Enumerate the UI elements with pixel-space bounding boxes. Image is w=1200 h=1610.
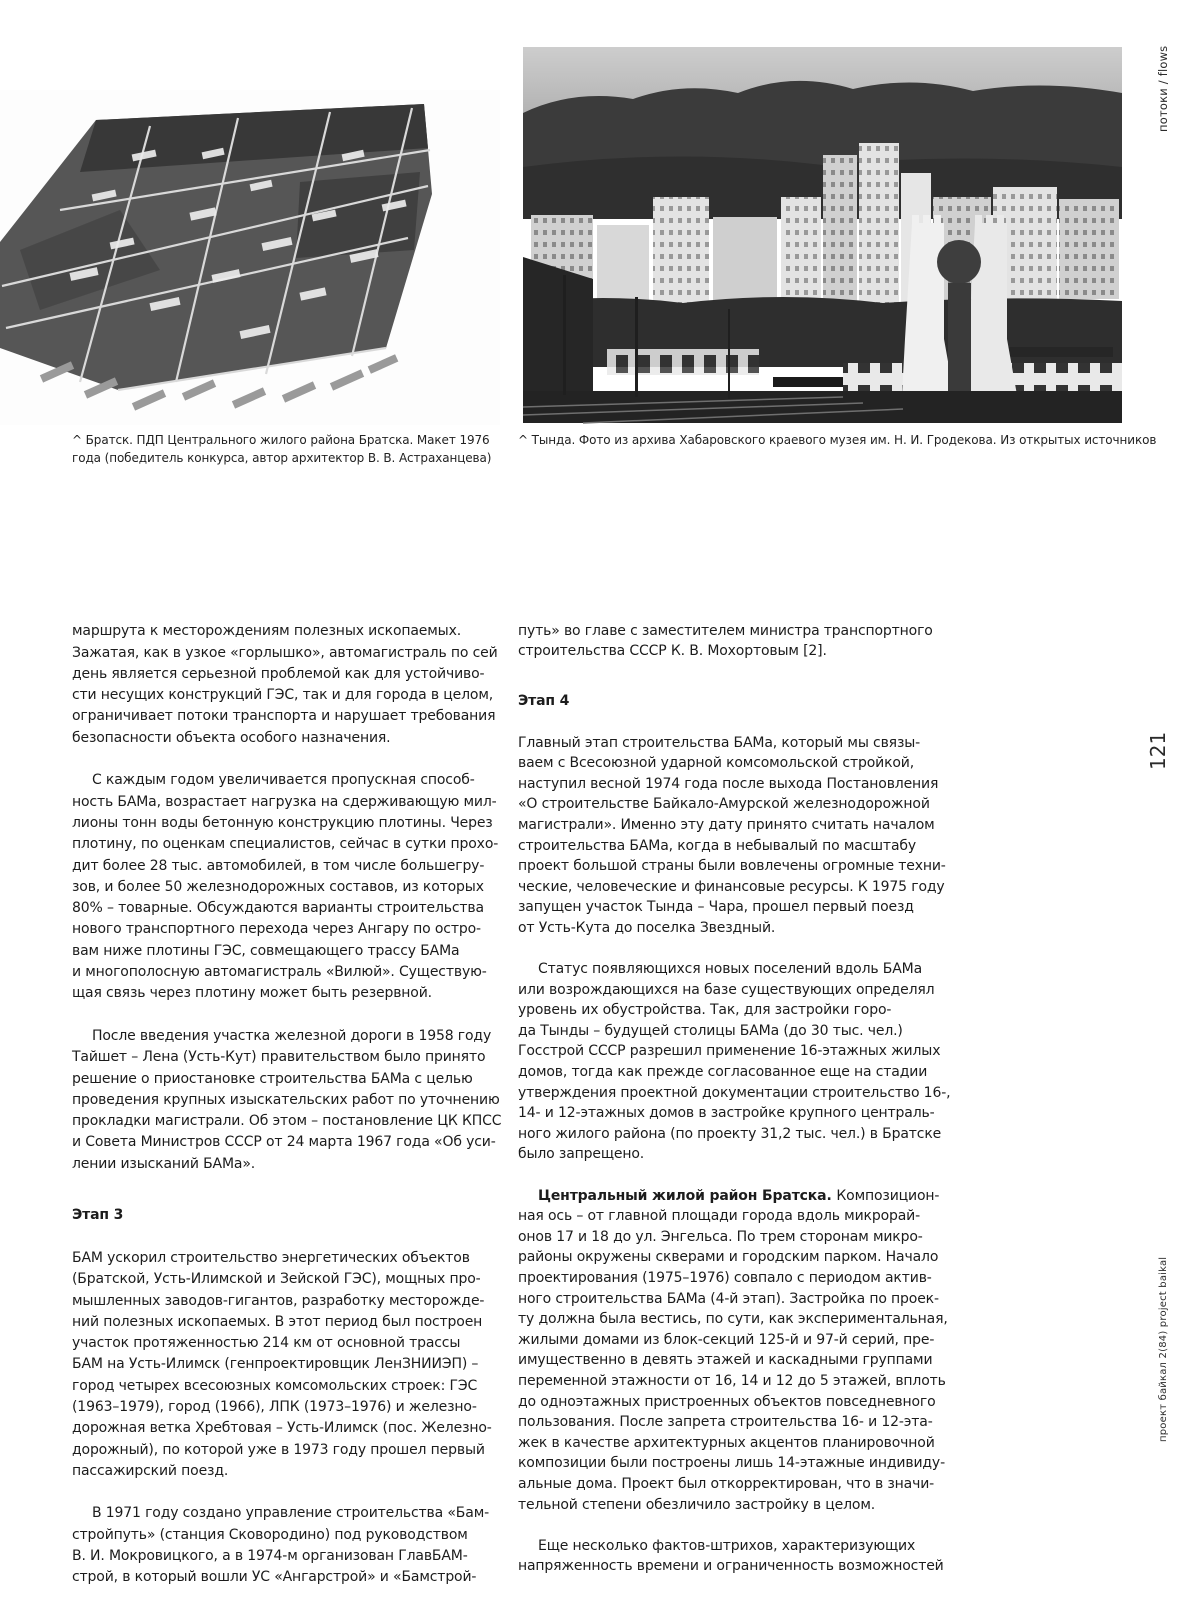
paragraph-lead-bold: Центральный жилой район Братска. xyxy=(538,1187,837,1204)
paragraph: Еще несколько фактов-штрихов, характеризующих напряженность времени и ограниченность возможностей xyxy=(518,1537,944,1575)
paragraph-continuation: Композицион- ная ось – от главной площади города вдоль микрорай- онов 17 и 18 до ул. Энгельса. По трем сторонам микро- районы окружены скверами и городским парком. Начало проектирования (1975–1976) совпало с периодом актив- ного строительства БАМа (4-й этап). Застройка по проек- ту должна была вестись, по сути, как экспериментальная, жилыми домами из блок-секций 125-й и 97-й серий, пре- имущественно в девять этажей и каскадными группами переменной этажности от 16, 14 и 12 до 5 этажей, вплоть до одноэтажных пристроенных объектов повседневного пользования. После запрета строительства 16- и 12-эта- жек в качестве архитектурных акцентов планировочной композиции были построены лишь 14-этажные индивиду- альные дома. Проект был откорректирован, что в значи- тельной степени обезличило застройку в целом. xyxy=(518,1187,948,1513)
photo-bratsk-model xyxy=(0,90,500,425)
paragraph: путь» во главе с заместителем министра транспортного строительства СССР К. В. Мохортовым [2]. xyxy=(518,622,933,660)
caption-bratsk: ^ Братск. ПДП Центрального жилого района Братска. Макет 1976 года (победитель конкурса, автор архитектор В. В. Астраханцева) xyxy=(72,433,492,465)
photo-tynda xyxy=(523,47,1122,423)
tynda-image xyxy=(523,47,1122,423)
running-head: потоки / flows xyxy=(1156,45,1170,132)
page-number: 121 xyxy=(1146,731,1170,770)
right-column xyxy=(518,600,973,1598)
section-heading-stage-4: Этап 4 xyxy=(518,693,570,710)
bratsk-model-image xyxy=(0,90,500,425)
section-heading-stage-3: Этап 3 xyxy=(72,1207,124,1224)
paragraph: С каждым годом увеличивается пропускная способ- ность БАМа, возрастает нагрузка на сдерживающую мил- лионы тонн воды бетонную конструкцию плотины. Через плотину, по оценкам специалистов, сейчас в сутки прохо- дит более 28 тыс. автомобилей, в том числе большегру- зов, и более 50 железнодорожных составов, из которых 80% – товарные. Обсуждаются варианты строительства нового транспортного перехода через Ангару по остро- вам ниже плотины ГЭС, совмещающего трассу БАМа и многополосную автомагистраль «Вилюй». Существую- щая связь через плотину может быть резервной. xyxy=(72,772,499,1002)
paragraph: БАМ ускорил строительство энергетических объектов (Братской, Усть-Илимской и Зейской ГЭС), мощных про- мышленных заводов-гигантов, разработку месторожде- ний полезных ископаемых. В этот период был построен участок протяженностью 214 км от основной трассы БАМ на Усть-Илимск (генпроектировщик ЛенЗНИИЭП) – город четырех всесоюзных комсомольских строек: ГЭС (1963–1979), город (1966), ЛПК (1973–1976) и железно- дорожная ветка Хребтовая – Усть-Илимск (пос. Железно- дорожный), по которой уже в 1973 году прошел первый пассажирский поезд. xyxy=(72,1249,492,1479)
paragraph: После введения участка железной дороги в 1958 году Тайшет – Лена (Усть-Кут) правительством было принято решение о приостановке строительства БАМа с целью проведения крупных изыскательских работ по уточнению прокладки магистрали. Об этом – постановление ЦК КПСС и Совета Министров СССР от 24 марта 1967 года «Об уси- лении изысканий БАМа». xyxy=(72,1027,502,1172)
left-column xyxy=(72,600,522,1610)
paragraph xyxy=(518,1186,973,1516)
caption-tynda: ^ Тында. Фото из архива Хабаровского краевого музея им. Н. И. Гродекова. Из открытых источников xyxy=(518,433,1157,447)
paragraph: В 1971 году создано управление строительства «Бам- стройпуть» (станция Сковородино) под руководством В. И. Мокровицкого, а в 1974-м организован ГлавБАМ- строй, в который вошли УС «Ангарстрой» и «Бамстрой- xyxy=(72,1505,490,1586)
paragraph: Статус появляющихся новых поселений вдоль БАМа или возрождающихся на базе существующих определял уровень их обустройства. Так, для застройки горо- да Тынды – будущей столицы БАМа (до 30 тыс. чел.) Госстрой СССР разрешил применение 16-этажных жилых домов, тогда как прежде согласованное еще на стадии утверждения проектной документации строительство 16-, 14- и 12-этажных домов в застройке крупного централь- ного жилого района (по проекту 31,2 тыс. чел.) в Братске было запрещено. xyxy=(518,961,951,1163)
paragraph: маршрута к месторождениям полезных ископаемых. Зажатая, как в узкое «горлышко», автомагистраль по сей день является серьезной проблемой как для устойчиво- сти несущих конструкций ГЭС, так и для города в целом, ограничивает потоки транспорта и нарушает требования безопасности объекта особого назначения. xyxy=(72,623,498,746)
footer-imprint: проект байкал 2(84) project baikal xyxy=(1158,1256,1169,1442)
paragraph: Главный этап строительства БАМа, который мы связы- ваем с Всесоюзной ударной комсомольской стройкой, наступил весной 1974 года после выхода Постановления «О строительстве Байкало-Амурской железнодорожной магистрали». Именно эту дату принято считать началом строительства БАМа, когда в небывалый по масштабу проект большой страны были вовлечены огромные техни- ческие, человеческие и финансовые ресурсы. К 1975 году запущен участок Тында – Чара, прошел первый поезд от Усть-Кута до поселка Звездный. xyxy=(518,734,946,936)
